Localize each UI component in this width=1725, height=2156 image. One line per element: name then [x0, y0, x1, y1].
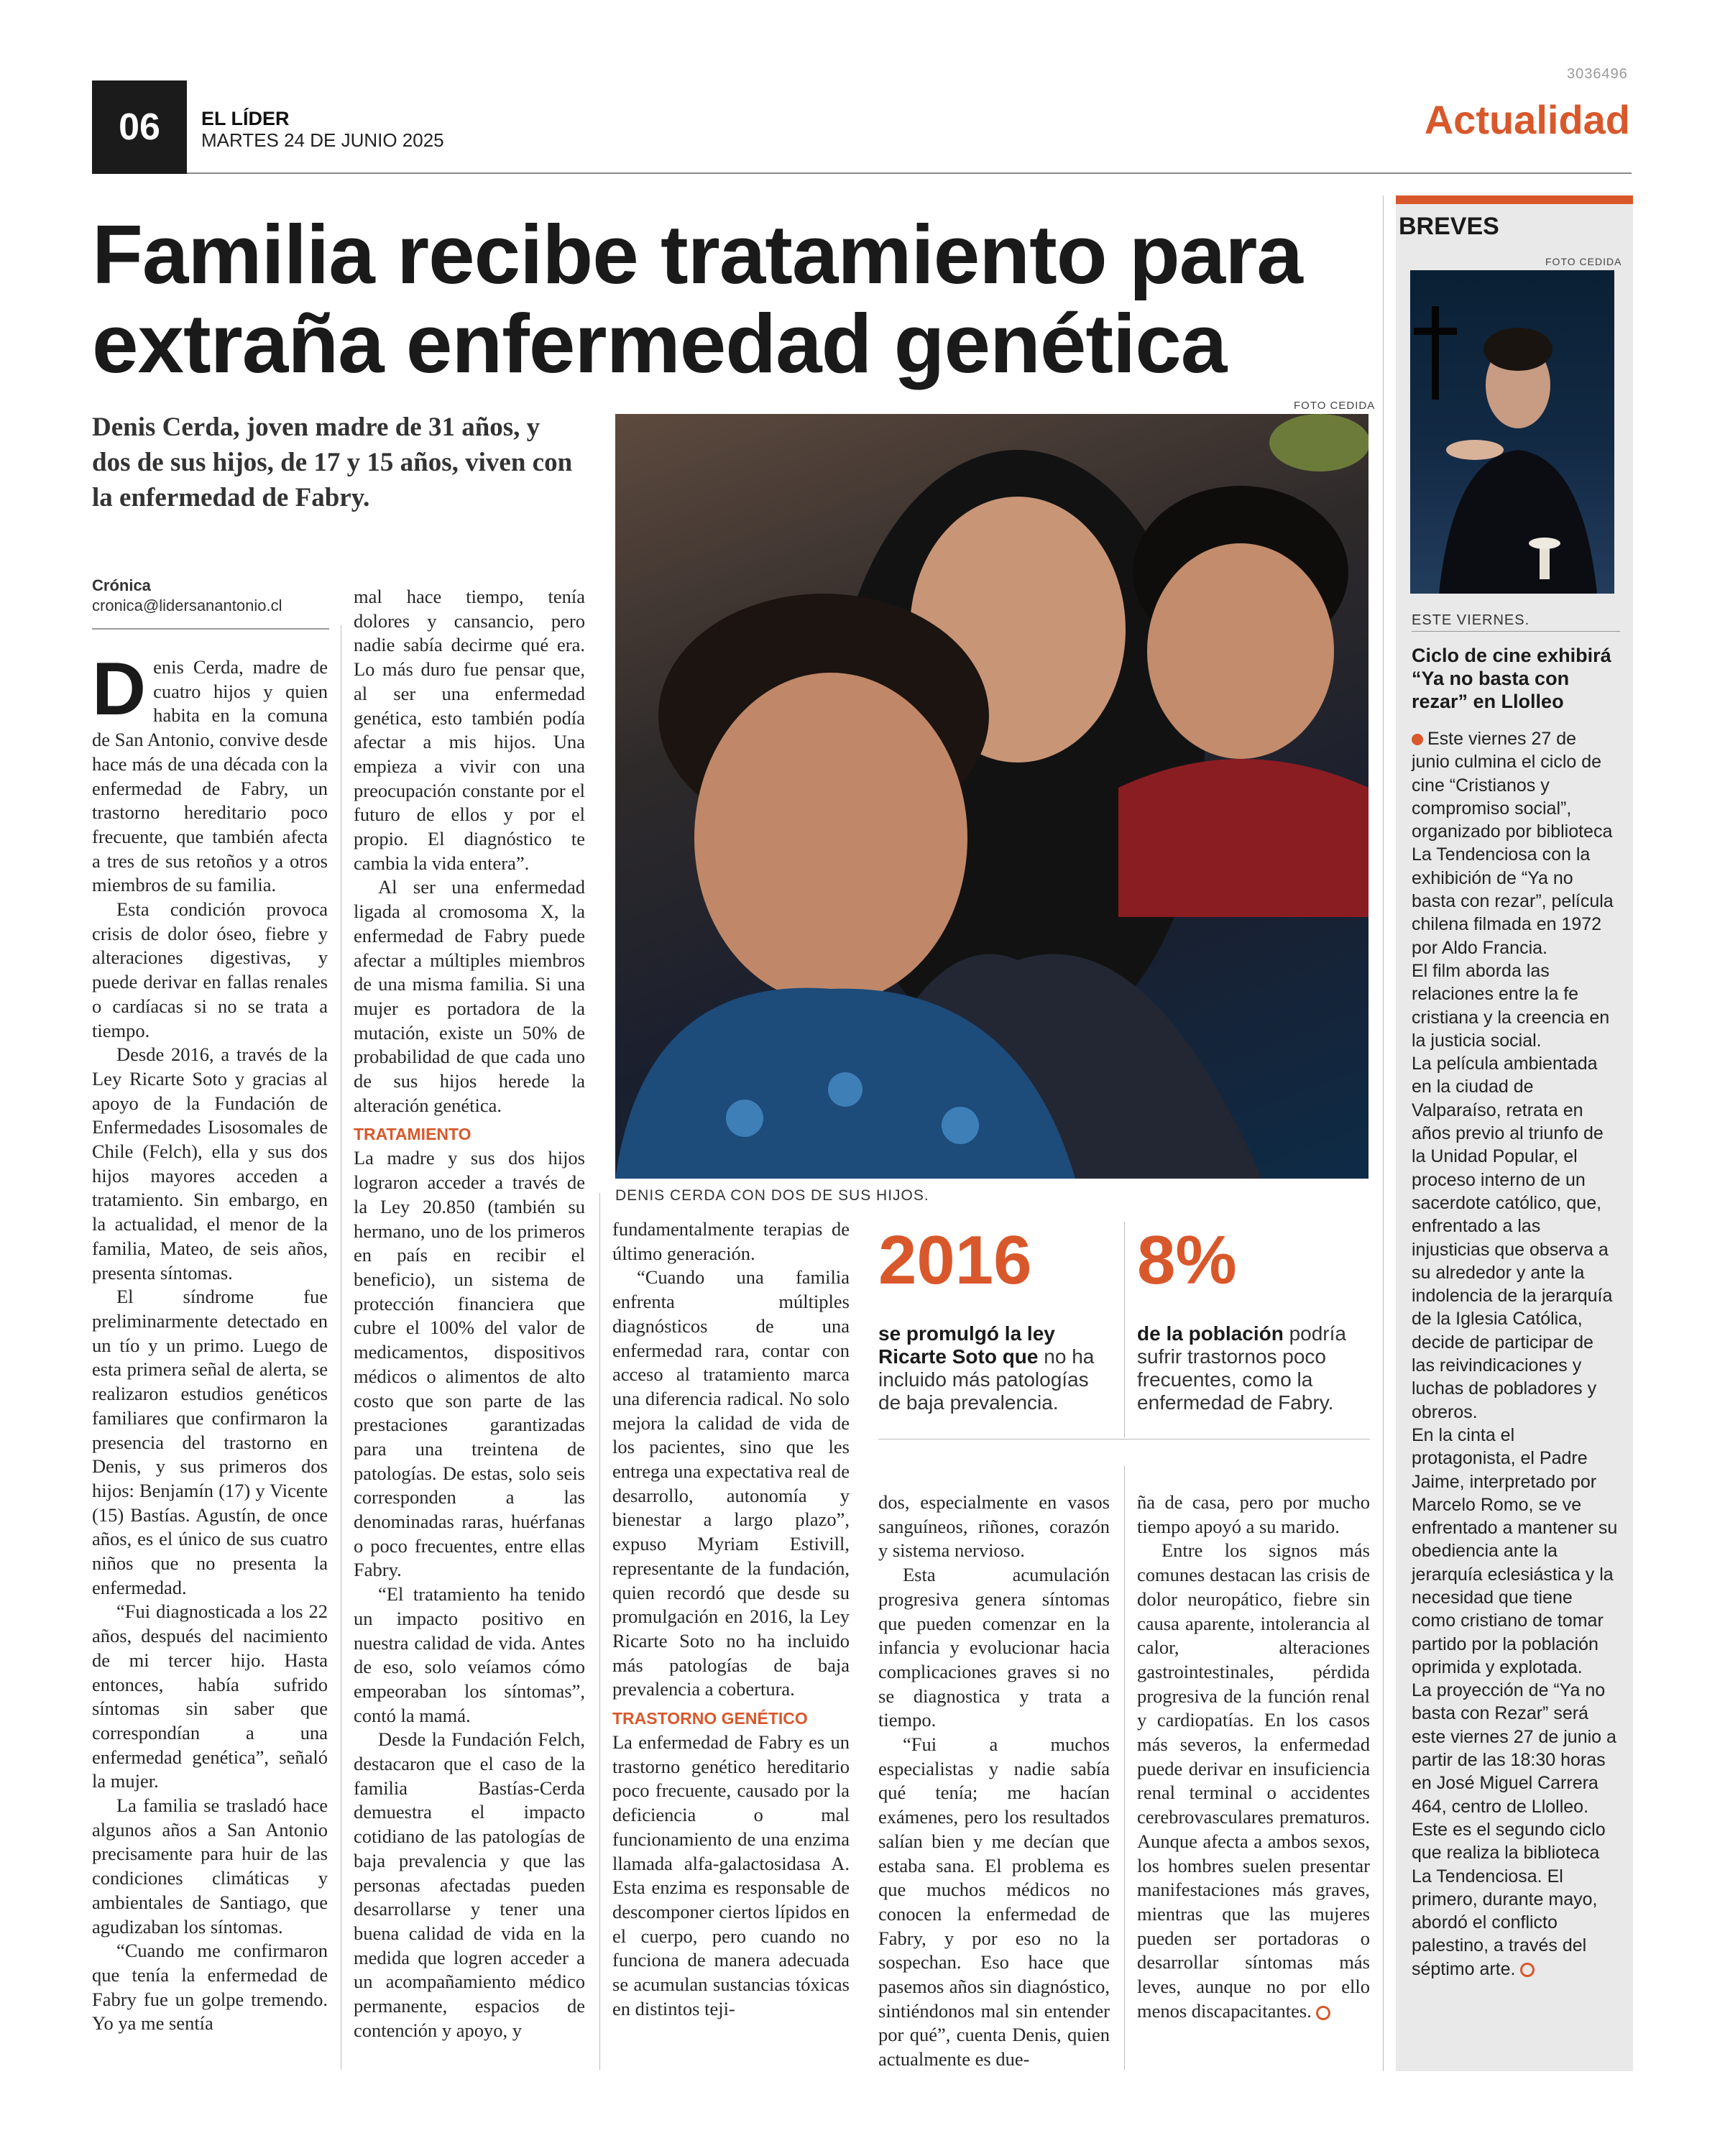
paragraph: Desde 2016, a través de la Ley Ricarte Soto y gracias al apoyo de la Fundación de Enfermedades Lisosomales de Chile (Felch), ella y sus dos hijos mayores acceden a tratamiento. Sin embargo, en la actualidad, el menor de la familia, Mateo, de seis años, presenta síntomas.: [92, 1044, 328, 1284]
paragraph: fundamentalmente terapias de último generación.: [612, 1218, 850, 1264]
id-stamp: 3036496: [1567, 66, 1628, 82]
sidebar-paragraph: El film aborda las relaciones entre la fe cristiana y la creencia en la justicia social.: [1412, 960, 1610, 1051]
byline-rule: [92, 628, 329, 630]
article-column-5: [1137, 1491, 1370, 2023]
paragraph: Denis Cerda, madre de cuatro hijos y quien habita en la comuna de San Antonio, convive desde hace más de una década con la enfermedad de Fabry, un trastorno hereditario poco frecuente, que también afecta a tres de sus retoños y a otros miembros de su familia.: [92, 648, 328, 896]
subhead-trastorno: TRASTORNO GENÉTICO: [612, 1709, 808, 1728]
stat-label-2016: se promulgó la ley Ricarte Soto que no ha incluido más patologías de baja prevalencia.: [878, 1322, 1095, 1414]
sidebar-paragraph: En la cinta el protagonista, el Padre Jaime, interpretado por Marcelo Romo, se ve enfrentado a mantener su obediencia ante la jerarquía eclesiástica y la necesidad que tiene como cristiano de tomar partido por la población oprimida y explotada.: [1412, 1424, 1618, 1677]
sidebar-photo: [1410, 270, 1614, 594]
column-rule: [1383, 195, 1384, 2071]
article-column-1: [92, 648, 328, 2036]
paragraph: La familia se trasladó hace algunos años a San Antonio precisamente para huir de las condiciones climáticas y ambientales de Santiago, que agudizaban los síntomas.: [92, 1795, 328, 1938]
paragraph: mal hace tiempo, tenía dolores y cansancio, pero nadie sabía decirme qué era. Lo más duro fue pensar que, al ser una enfermedad genética, esto también podía afectar a mis hijos. Una empieza a vivir con una preocupación constante por el futuro de ellos y por el propio. El diagnóstico te cambia la vida entera”.: [354, 586, 585, 874]
main-photo: [615, 414, 1368, 1179]
stat-label-8pct: de la población podría sufrir trastornos poco frecuentes, como la enfermedad de Fabry.: [1137, 1322, 1346, 1414]
sidebar-headline: Ciclo de cine exhibirá “Ya no basta con rezar” en Llolleo: [1412, 645, 1611, 712]
paragraph: Desde la Fundación Felch, destacaron que el caso de la familia Bastías-Cerda demuestra el impacto cotidiano de las patologías de baja prevalencia y que las personas afectadas pueden desarrollarse y tener una buena calidad de vida en la medida que logren acceder a un acompañamiento médico permanente, espacios de contención y apoyo, y: [354, 1728, 585, 2041]
subhead-tratamiento: TRATAMIENTO: [354, 1125, 472, 1144]
family-photo-illustration: [615, 414, 1368, 1179]
end-mark-icon: [1520, 1963, 1535, 1977]
sidebar-paragraph: La proyección de “Ya no basta con Rezar” será este viernes 27 de junio a partir de las 18:30 horas en José Miguel Carrera 464, centro de Llolleo.: [1412, 1680, 1616, 1817]
film-still-illustration: [1410, 270, 1614, 594]
stat-number-8pct: 8%: [1137, 1222, 1237, 1299]
sidebar-paragraph: La película ambientada en la ciudad de Valparaíso, retrata en años previo al triunfo de la Unidad Popular, el proceso interno de un sacerdote católico, que, enfrentado a las injusticias que observa a su alrededor y ante la indolencia de la jerarquía de la Iglesia Católica, decide de participar de las reivindicaciones y luchas de pobladores y obreros.: [1412, 1054, 1613, 1422]
photo-credit: FOTO CEDIDA: [1294, 400, 1376, 412]
column-rule: [1124, 1222, 1125, 1437]
kicker-rule: [1412, 631, 1620, 632]
paragraph: dos, especialmente en vasos sanguíneos, riñones, corazón y sistema nervioso.: [878, 1491, 1110, 1562]
sidebar-paragraph: Este es el segundo ciclo que realiza la biblioteca La Tendenciosa. El primero, durante mayo, abordó el conflicto palestino, a través del séptimo arte.: [1412, 1819, 1606, 1979]
headline: [92, 210, 1371, 388]
page-number: 06: [92, 80, 187, 174]
sidebar-accent-bar: [1396, 195, 1633, 204]
paragraph: Entre los signos más comunes destacan las crisis de dolor neuropático, fiebre sin causa aparente, intolerancia al calor, alteraciones gastrointestinales, pérdida progresiva de la función renal y cardiopatías. En los casos más severos, la enfermedad puede derivar en insuficiencia renal terminal o accidentes cerebrovasculares prematuros. Aunque afecta a ambos sexos, los hombres suelen presentar manifestaciones más graves, mientras que las mujeres pueden ser portadoras o desarrollar síntomas más leves, aunque no por ello menos discapacitantes.: [1137, 1539, 1370, 2022]
paragraph: El síndrome fue preliminarmente detectado en un tío y un primo. Luego de esta primera señal de alerta, se realizaron estudios genéticos familiares que confirmaron la presencia del trastorno en Denis, y sus primeros dos hijos: Benjamín (17) y Vicente (15) Bastías. Agustín, de once años, es el único de sus cuatro niños que no presenta la enfermedad.: [92, 1286, 328, 1598]
headline-line-1: Familia recibe tratamiento para: [92, 208, 1302, 301]
photo-caption: DENIS CERDA CON DOS DE SUS HIJOS.: [615, 1187, 929, 1204]
section-label: Actualidad: [1424, 97, 1630, 142]
paragraph: “Cuando una familia enfrenta múltiples diagnósticos de una enfermedad rara, contar con acceso al tratamiento marca una diferencia radical. No solo mejora la calidad de vida de los pacientes, sino que les entrega una expectativa real de desarrollo, autonomía y bienestar a largo plazo”, expuso Myriam Estivill, representante de la fundación, quien recordó que desde su promulgación en 2016, la Ley Ricarte Soto no ha incluido más patologías de baja prevalencia a cobertura.: [612, 1266, 850, 1700]
article-deck: Denis Cerda, joven madre de 31 años, y dos de sus hijos, de 17 y 15 años, viven con la enfermedad de Fabry.: [92, 413, 573, 512]
paragraph: “Fui diagnosticada a los 22 años, después del nacimiento de mi tercer hijo. Hasta entonces, había sufrido síntomas sin saber que correspondían a una enfermedad genética”, señaló la mujer.: [92, 1600, 328, 1792]
article-column-4: [878, 1491, 1110, 2072]
byline: Crónica: [92, 576, 151, 594]
sidebar-body: [1412, 727, 1619, 1981]
paragraph: La madre y sus dos hijos lograron acceder a través de la Ley 20.850 (también su hermano, uno de los primeros en país en recibir el beneficio), un sistema de protección financiera que cubre el 100% del valor de medicamentos, dispositivos médicos o alimentos de alto costo que son parte de las prestaciones garantizadas para una treintena de patologías. De estas, solo seis corresponden a las denominadas raras, huérfanas o poco frecuentes, entre ellas Fabry.: [354, 1147, 585, 1581]
stat-number-2016: 2016: [878, 1222, 1032, 1299]
byline-email: cronica@lidersanantonio.cl: [92, 596, 282, 614]
issue-date: MARTES 24 DE JUNIO 2025: [201, 129, 444, 151]
paragraph: Esta acumulación progresiva genera síntomas que pueden comenzar en la infancia y evolucionar hacia complicaciones graves si no se diagnostica y trata a tiempo.: [878, 1564, 1110, 1731]
end-mark-icon: [1316, 2006, 1330, 2020]
sidebar-kicker: ESTE VIERNES.: [1412, 612, 1530, 628]
drop-cap: D: [92, 648, 147, 731]
paper-name: EL LÍDER: [201, 108, 290, 129]
paragraph: “Cuando me confirmaron que tenía la enfermedad de Fabry fue un golpe tremendo. Yo ya me sentía: [92, 1940, 328, 2035]
article-column-3: [612, 1217, 850, 2022]
sidebar-photo-credit: FOTO CEDIDA: [1545, 256, 1622, 267]
paragraph: “El tratamiento ha tenido un impacto positivo en nuestra calidad de vida. Antes de eso, solo veíamos cómo empeoraban los síntomas”, contó la mamá.: [354, 1583, 585, 1726]
sidebar-paragraph: Este viernes 27 de junio culmina el ciclo de cine “Cristianos y compromiso social”, organizado por biblioteca La Tendenciosa con la exhibición de “Ya no basta con rezar”, película chilena filmada en 1972 por Aldo Francia.: [1412, 729, 1614, 958]
paragraph: “Fui a muchos especialistas y nadie sabía qué tenía; me hacían exámenes, pero los resultados salían bien y me decían que estaba sana. El problema es que muchos médicos no conocen la enfermedad de Fabry, y por eso no la sospechan. Eso hace que pasemos años sin diagnóstico, sintiéndonos mal sin entender por qué”, cuenta Denis, quien actualmente es due-: [878, 1733, 1110, 2070]
headline-line-2: extraña enfermedad genética: [92, 297, 1227, 390]
article-column-2: [354, 585, 585, 2042]
paragraph: La enfermedad de Fabry es un trastorno genético hereditario poco frecuente, causado por la deficiencia o mal funcionamiento de una enzima llamada alfa-galactosidasa A. Esta enzima es responsable de descomponer ciertos lípidos en el cuerpo, pero cuando no funciona de manera adecuada se acumulan sustancias tóxicas en distintos teji-: [612, 1731, 850, 2019]
paragraph: Esta condición provoca crisis de dolor óseo, fiebre y alteraciones digestivas, y puede derivar en fallas renales o cardíacas si no se trata a tiempo.: [92, 898, 328, 1041]
header-rule: [187, 172, 1632, 174]
paragraph: Al ser una enfermedad ligada al cromosoma X, la enfermedad de Fabry puede afectar a múltiples miembros de una misma familia. Si una mujer es portadora de la mutación, existe un 50% de probabilidad de que cada uno de sus hijos herede la alteración genética.: [354, 876, 585, 1116]
sidebar-title: BREVES: [1399, 213, 1499, 240]
bullet-dot-icon: [1412, 734, 1423, 745]
column-rule: [1124, 1466, 1125, 2070]
column-rule: [599, 1193, 600, 2070]
paragraph: ña de casa, pero por mucho tiempo apoyó a su marido.: [1137, 1491, 1370, 1537]
